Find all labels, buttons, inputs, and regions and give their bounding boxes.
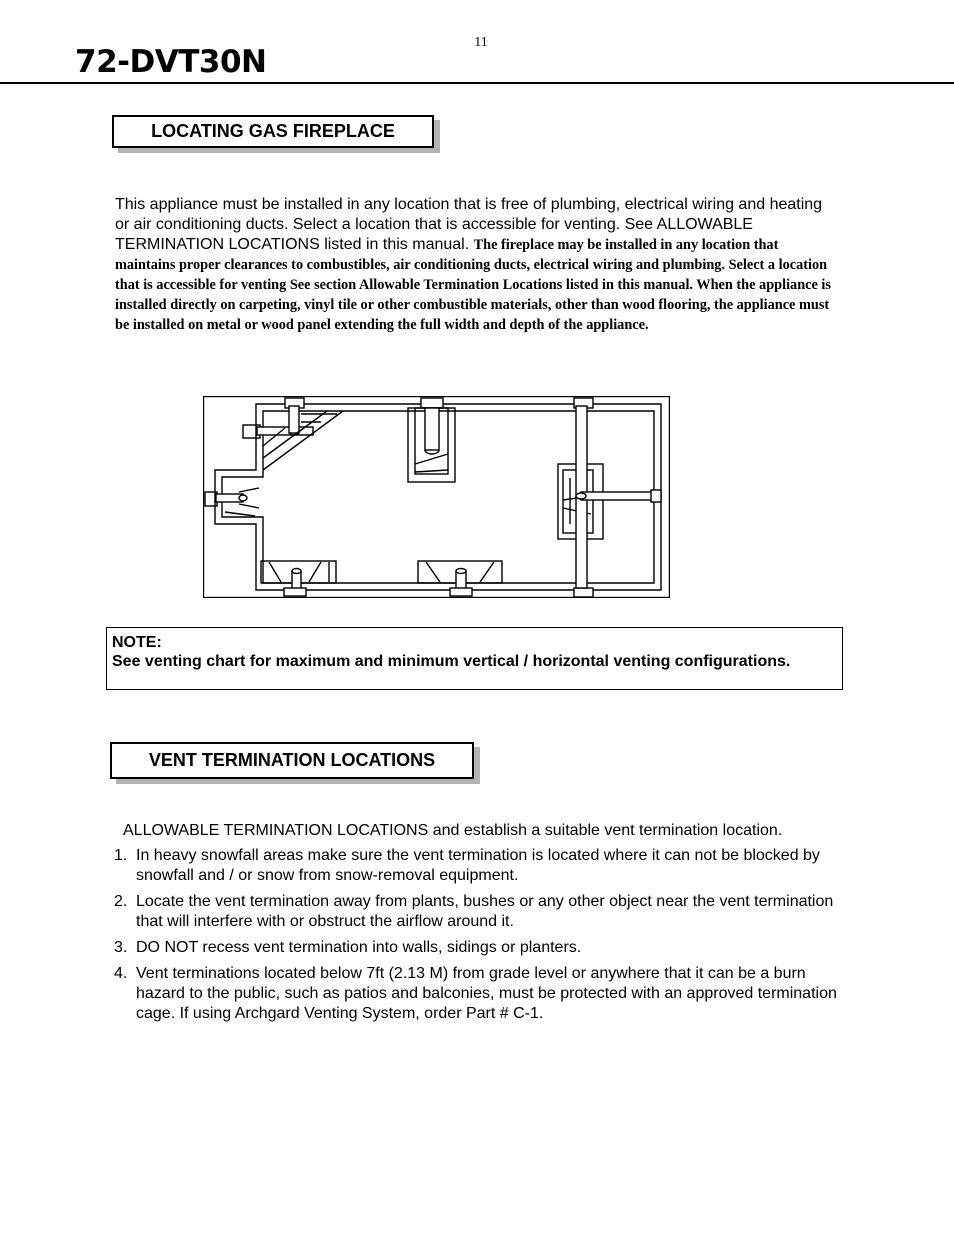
vent-termination-list — [114, 846, 844, 1030]
list-item — [114, 938, 844, 958]
fireplace-location-plan-diagram — [203, 396, 670, 598]
list-item-number: 2. — [114, 893, 128, 910]
vent-termination-heading: VENT TERMINATION LOCATIONS — [110, 742, 474, 779]
model-title: 72-DVT30N — [75, 44, 267, 80]
vent-intro: ALLOWABLE TERMINATION LOCATIONS and establish a suitable vent termination location. — [123, 822, 783, 839]
note-text: See venting chart for maximum and minimum vertical / horizontal venting configurations. — [112, 653, 791, 670]
note-heading: NOTE: — [112, 634, 162, 651]
page-number: 11 — [474, 35, 488, 50]
list-item-text: In heavy snowfall areas make sure the vent termination is located where it can not be blocked by snowfall and / or snow from snow-removal equipment. — [136, 847, 820, 884]
intro-plain-text: This appliance must be installed in any location that is free of plumbing, electrical wiring and heating or air conditioning ducts. Select a location that is accessible for venting. See ALLOWABLE TERMINATION LOCATIONS listed in this manual. — [115, 196, 823, 253]
list-item-text: Locate the vent termination away from plants, bushes or any other object near the vent termination that will interfere with or obstruct the airflow around it. — [136, 893, 834, 930]
list-item-text: Vent terminations located below 7ft (2.13 M) from grade level or anywhere that it can be a burn hazard to the public, such as patios and balconies, must be protected with an approved termination cage. If using Archgard Venting System, order Part # C-1. — [136, 965, 837, 1022]
list-item-number: 1. — [114, 847, 128, 864]
locating-intro — [115, 195, 840, 335]
list-item — [114, 892, 844, 932]
list-item-number: 3. — [114, 939, 128, 956]
intro-bold-text: The fireplace may be installed in any location that maintains proper clearances to combustibles, air conditioning ducts, electrical wiring and plumbing. Select a location that is accessible for venting See section Allowable Termination Locations listed in this manual. When the appliance is installed directly on carpeting, vinyl tile or other combustible materials, other than wood flooring, the appliance must be installed on metal or wood panel extending the full width and depth of the appliance. — [115, 237, 831, 333]
list-item-number: 4. — [114, 965, 128, 982]
list-item-text: DO NOT recess vent termination into walls, sidings or planters. — [136, 939, 582, 956]
list-item — [114, 964, 844, 1024]
locating-heading: LOCATING GAS FIREPLACE — [112, 115, 434, 148]
list-item — [114, 846, 844, 886]
header-rule — [0, 82, 954, 84]
note-box — [106, 627, 843, 690]
